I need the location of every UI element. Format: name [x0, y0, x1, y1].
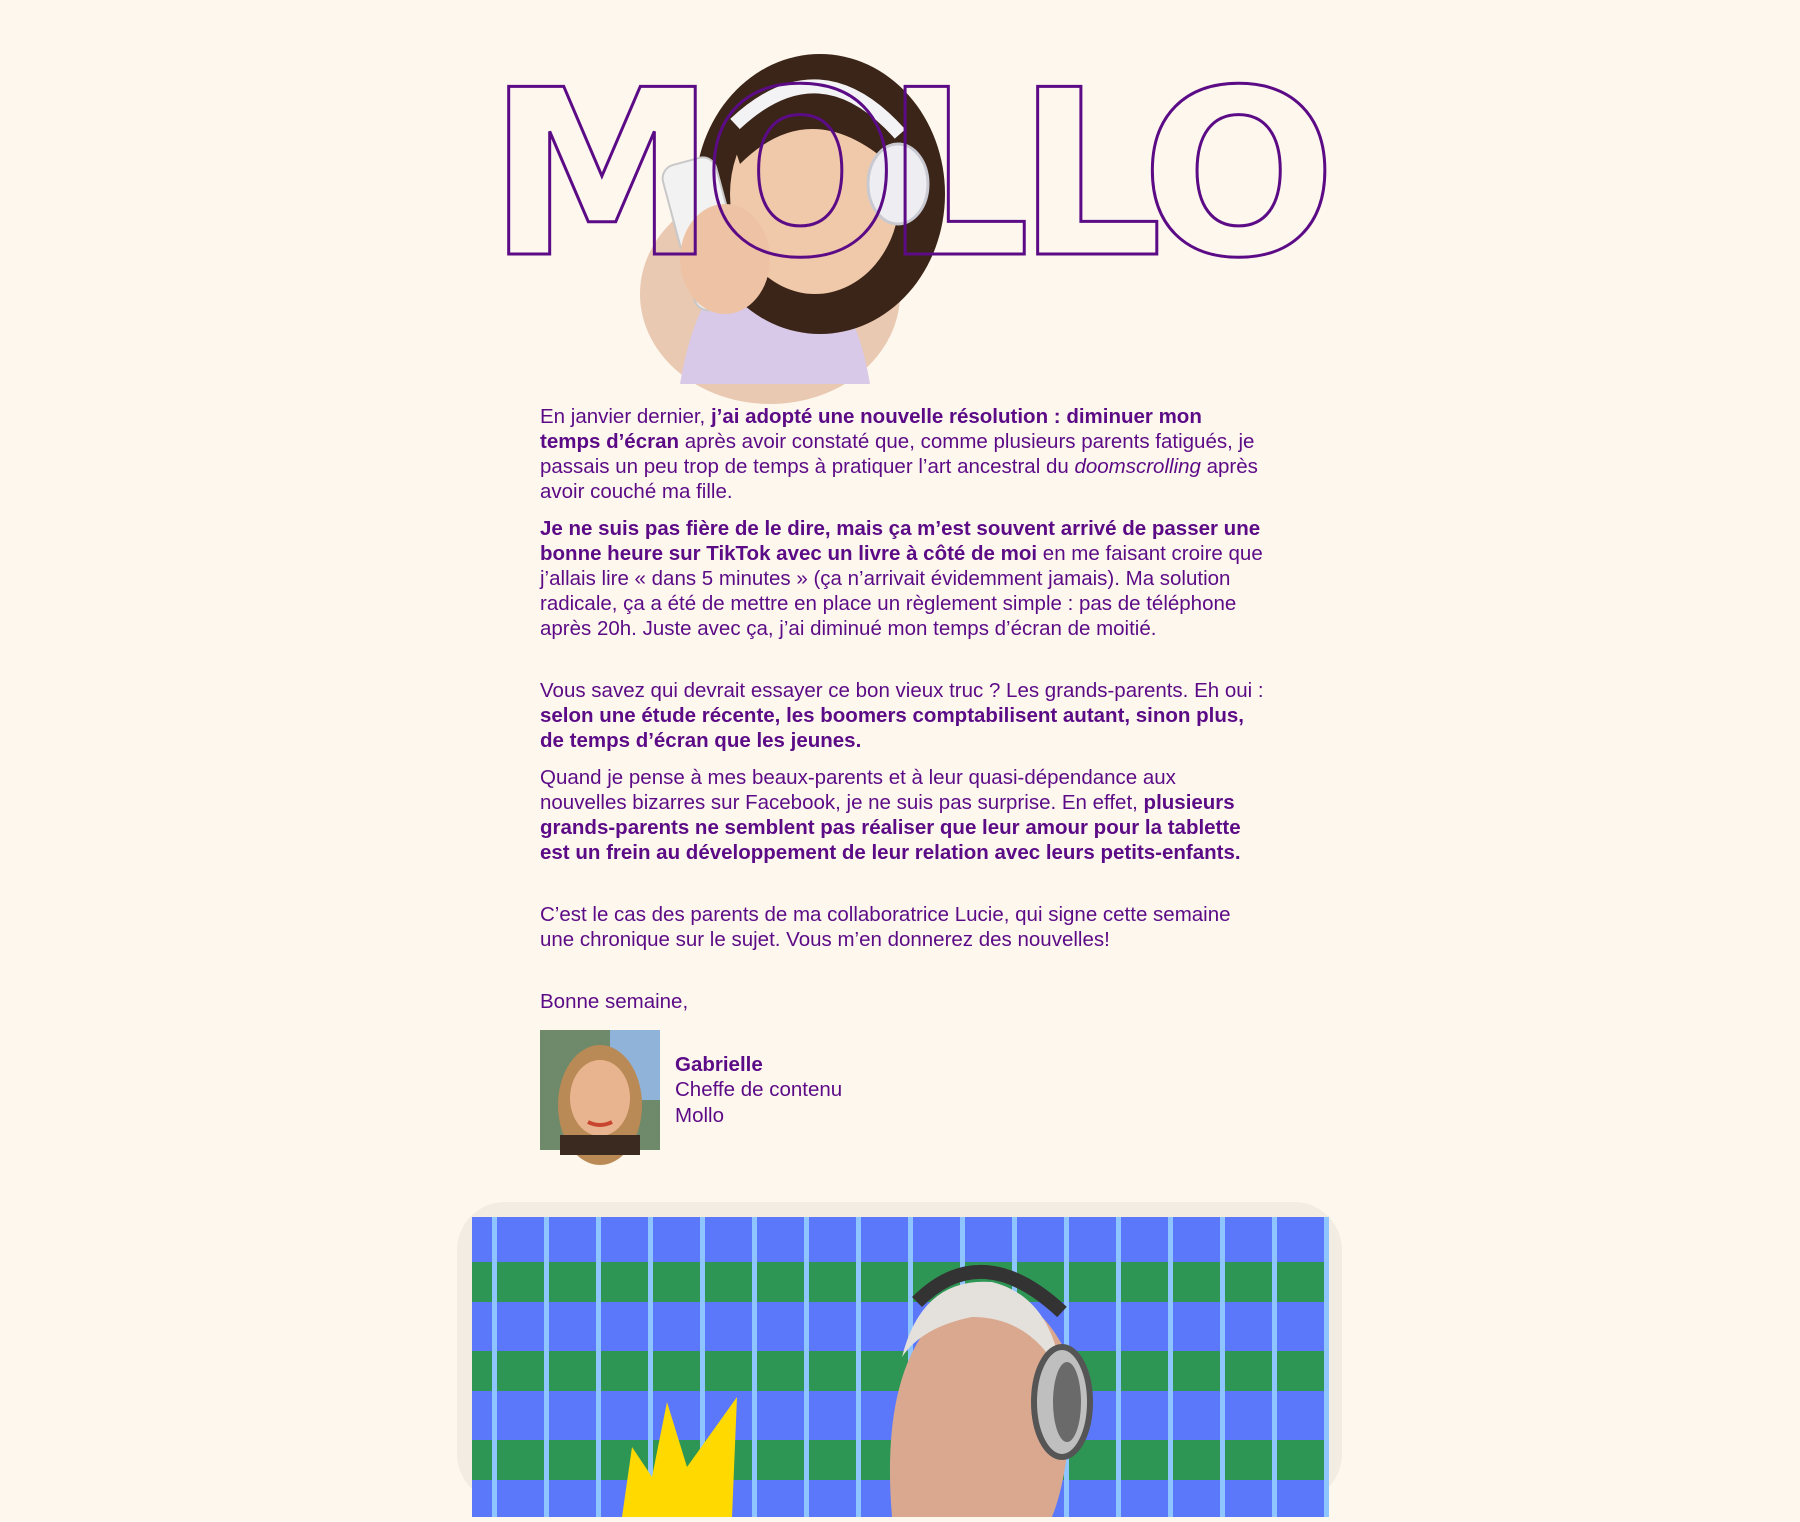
light-stripe — [752, 1217, 757, 1517]
light-stripe — [544, 1217, 549, 1517]
paragraph — [540, 765, 1265, 865]
paragraph — [540, 902, 1265, 952]
signature-company: Mollo — [675, 1103, 724, 1127]
text: Vous savez qui devrait essayer ce bon vieux truc ? Les grands-parents. Eh oui : — [540, 679, 1264, 702]
light-stripe — [1116, 1217, 1121, 1517]
bold-text: plusieurs grands-parents ne semblent pas réaliser que leur amour pour la tablette est un frein au développement de leur relation avec leurs petits-enfants. — [540, 791, 1241, 864]
paragraph — [540, 678, 1265, 753]
light-stripe — [648, 1217, 653, 1517]
italic-text: doomscrolling — [1074, 455, 1201, 478]
light-stripe — [1324, 1217, 1329, 1517]
featured-image-card — [457, 1202, 1342, 1502]
bold-text: j’ai adopté une nouvelle résolution : diminuer mon temps d’écran — [540, 405, 1202, 453]
text: C’est le cas des parents de ma collaboratrice Lucie, qui signe cette semaine une chronique sur le sujet. Vous m’en donnerez des nouvelles! — [540, 903, 1231, 951]
newsletter-body — [540, 404, 1265, 1026]
light-stripe — [492, 1217, 497, 1517]
light-stripe — [596, 1217, 601, 1517]
light-stripe — [1272, 1217, 1277, 1517]
paragraph — [540, 404, 1265, 504]
light-stripe — [1220, 1217, 1225, 1517]
light-stripe — [1168, 1217, 1173, 1517]
text: Bonne semaine, — [540, 990, 689, 1013]
paragraph — [540, 989, 1265, 1014]
signature — [540, 1030, 842, 1150]
text: après avoir couché ma fille. — [540, 455, 1258, 503]
signature-name: Gabrielle — [675, 1052, 763, 1076]
avatar — [540, 1030, 660, 1150]
bold-text: selon une étude récente, les boomers comptabilisent autant, sinon plus, de temps d’écran que les jeunes. — [540, 704, 1244, 752]
signature-role: Cheffe de contenu — [675, 1078, 843, 1102]
mollo-logo-header — [487, 14, 1323, 384]
text: après avoir constaté que, comme plusieurs parents fatigués, je passais un peu trop de temps à pratiquer l’art ancestral du — [540, 430, 1255, 478]
text: Quand je pense à mes beaux-parents et à leur quasi-dépendance aux nouvelles bizarres sur Facebook, je ne suis pas surprise. En effet, — [540, 766, 1176, 814]
text: En janvier dernier, — [540, 405, 711, 428]
paragraph — [540, 516, 1265, 641]
text: en me faisant croire que j’allais lire « dans 5 minutes » (ça n’arrivait évidemment jamais). Ma solution radicale, ça a été de mettre en place un règlement simple : pas de téléphone après 20h. Juste avec ça, j’ai diminué mon temps d’écran de moitié. — [540, 542, 1263, 640]
light-stripe — [856, 1217, 861, 1517]
bold-text: Je ne suis pas fière de le dire, mais ça m’est souvent arrivé de passer une bonne heure sur TikTok avec un livre à côté de moi — [540, 517, 1261, 565]
featured-image — [472, 1217, 1327, 1517]
light-stripe — [804, 1217, 809, 1517]
logo-text: MOLLO — [487, 42, 1323, 309]
